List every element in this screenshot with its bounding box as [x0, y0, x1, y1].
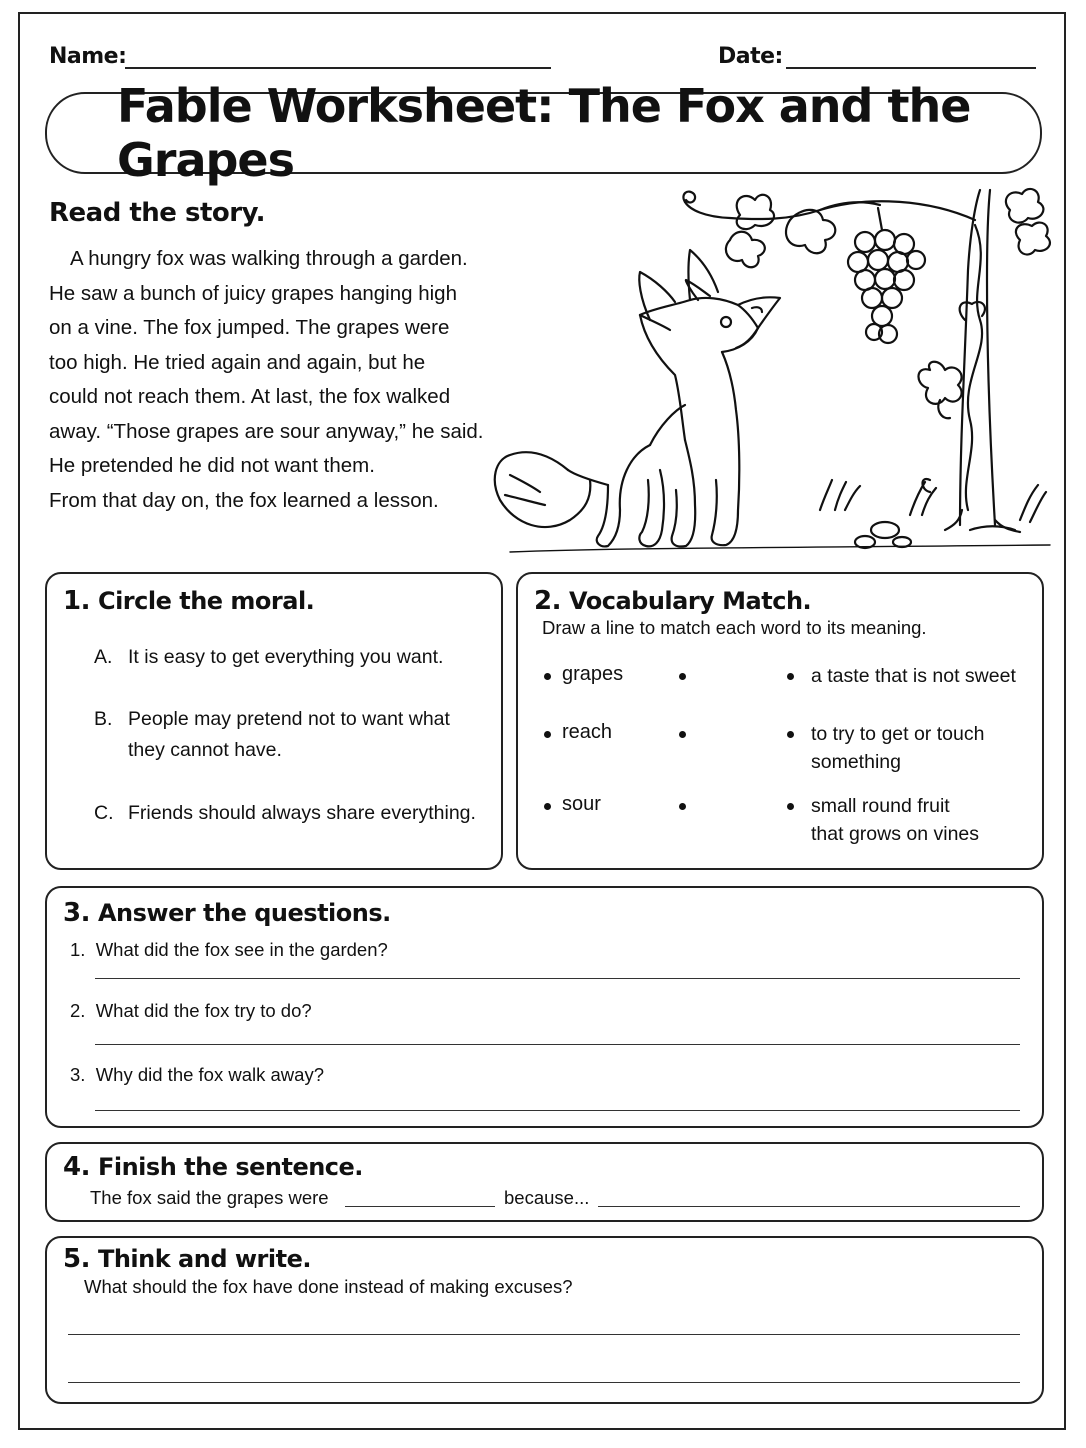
question-1 — [70, 939, 388, 961]
word-bullet — [544, 731, 551, 738]
fox-drawing — [495, 250, 780, 547]
sentence-reason-line[interactable] — [598, 1206, 1020, 1207]
moral-option-c[interactable] — [94, 798, 494, 829]
story-line: could not reach them. At last, the fox walked — [49, 385, 451, 408]
story-line: A hungry fox was walking through a garden. — [70, 247, 468, 270]
option-text: People may pretend not to want what they cannot have. — [128, 708, 450, 761]
definition-sour — [811, 662, 1016, 690]
name-label: Name: — [49, 44, 127, 69]
word-bullet — [544, 673, 551, 680]
section-number: 1. — [63, 586, 90, 616]
questions-section-title — [63, 898, 391, 928]
vocabulary-instruction: Draw a line to match each word to its meaning. — [542, 617, 927, 638]
grape-bunch — [848, 208, 925, 343]
moral-section-title — [63, 586, 314, 616]
sentence-middle: because... — [504, 1187, 590, 1208]
definition-line: something — [811, 751, 901, 773]
title-banner — [45, 79, 1042, 187]
vocabulary-section-title — [534, 586, 811, 616]
option-text: Friends should always share everything. — [128, 802, 476, 824]
word-match-dot[interactable] — [679, 731, 686, 738]
word-match-dot[interactable] — [679, 803, 686, 810]
writing-line-1[interactable] — [68, 1334, 1020, 1335]
question-text: What did the fox see in the garden? — [95, 939, 388, 960]
question-number: 2. — [70, 1000, 86, 1021]
sentence-blank[interactable] — [345, 1206, 495, 1207]
story-line: He pretended he did not want them. — [49, 454, 375, 477]
question-3 — [70, 1064, 324, 1086]
vocab-word-reach: reach — [562, 721, 613, 743]
option-letter: A. — [94, 646, 113, 668]
vine-branch — [685, 201, 975, 220]
definition-match-dot[interactable] — [787, 803, 794, 810]
story-line: too high. He tried again and again, but he — [49, 350, 426, 374]
option-letter: C. — [94, 802, 114, 824]
section-title-text: Finish the sentence. — [97, 1153, 363, 1181]
word-bullet — [544, 803, 551, 810]
option-text: It is easy to get everything you want. — [128, 646, 444, 668]
date-field-line[interactable] — [786, 67, 1036, 69]
definition-grapes — [811, 792, 979, 848]
think-and-write-title — [63, 1244, 311, 1274]
definition-line: small round fruit — [811, 795, 950, 817]
story-heading: Read the story. — [49, 198, 266, 228]
page-title: Fable Worksheet: The Fox and the Grapes — [117, 79, 971, 187]
section-number: 3. — [63, 898, 90, 928]
answer-line-3[interactable] — [95, 1110, 1020, 1111]
question-number: 1. — [70, 939, 86, 960]
moral-option-a[interactable] — [94, 642, 494, 673]
definition-line: to try to get or touch — [811, 723, 985, 745]
write-prompt: What should the fox have done instead of making excuses? — [84, 1276, 573, 1297]
section-number: 5. — [63, 1244, 90, 1274]
section-title-text: Vocabulary Match. — [568, 587, 812, 615]
writing-line-2[interactable] — [68, 1382, 1020, 1383]
sentence-prefix: The fox said the grapes were — [90, 1187, 329, 1208]
finish-sentence-title — [63, 1152, 363, 1182]
vocab-word-sour: sour — [562, 793, 601, 815]
name-field-line[interactable] — [125, 67, 551, 69]
story-line: From that day on, the fox learned a lesson. — [49, 488, 439, 512]
section-title-text: Circle the moral. — [97, 587, 315, 615]
question-text: What did the fox try to do? — [95, 1000, 312, 1021]
vine-leaf — [737, 195, 774, 229]
section-number: 2. — [534, 586, 561, 616]
vocab-word-grapes: grapes — [562, 663, 624, 685]
story-line: He saw a bunch of juicy grapes hanging high — [49, 281, 457, 305]
definition-reach — [811, 720, 984, 776]
section-title-text: Think and write. — [97, 1245, 311, 1273]
question-2 — [70, 1000, 312, 1022]
section-title-text: Answer the questions. — [97, 899, 391, 927]
answer-line-2[interactable] — [95, 1044, 1020, 1045]
answer-line-1[interactable] — [95, 978, 1020, 979]
moral-option-b[interactable] — [94, 704, 494, 766]
definition-match-dot[interactable] — [787, 673, 794, 680]
definition-line: that grows on vines — [811, 823, 980, 845]
definition-line: a taste that is not sweet — [811, 665, 1016, 687]
story-line: away. “Those grapes are sour anyway,” he said. — [49, 419, 484, 443]
question-text: Why did the fox walk away? — [95, 1064, 324, 1085]
section-number: 4. — [63, 1152, 90, 1182]
fox-and-grapes-illustration — [490, 180, 1060, 565]
date-label: Date: — [718, 44, 783, 69]
story-text — [49, 242, 519, 518]
question-number: 3. — [70, 1064, 86, 1085]
word-match-dot[interactable] — [679, 673, 686, 680]
definition-match-dot[interactable] — [787, 731, 794, 738]
option-letter: B. — [94, 708, 113, 730]
story-line: on a vine. The fox jumped. The grapes were — [49, 316, 450, 339]
